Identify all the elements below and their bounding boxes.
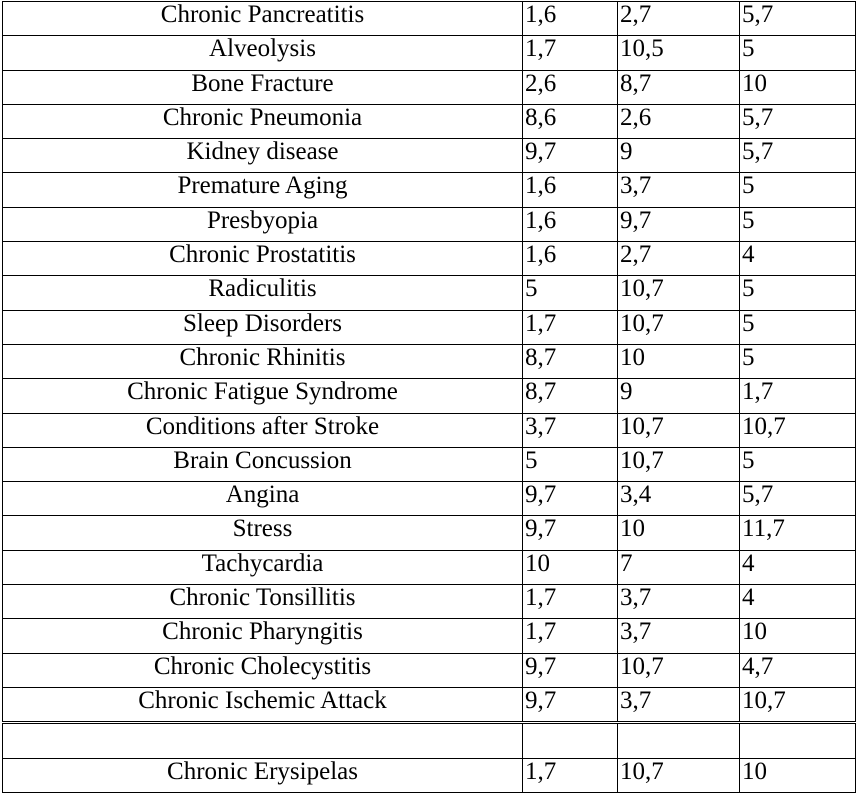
table-body xyxy=(3,2,856,793)
value-1-cell: 10 xyxy=(523,550,618,584)
value-1-cell: 9,7 xyxy=(523,482,618,516)
condition-name-cell: Premature Aging xyxy=(3,173,523,207)
table-row xyxy=(3,242,856,276)
condition-name-cell: Alveolysis xyxy=(3,36,523,70)
value-3-cell: 5 xyxy=(740,36,856,70)
table-row xyxy=(3,173,856,207)
value-2-cell: 10,7 xyxy=(618,413,740,447)
value-2-cell: 2,7 xyxy=(618,242,740,276)
value-2-cell: 2,7 xyxy=(618,2,740,36)
condition-name-cell xyxy=(3,723,523,758)
value-1-cell: 9,7 xyxy=(523,687,618,722)
condition-name-cell: Radiculitis xyxy=(3,276,523,310)
table-row xyxy=(3,687,856,722)
condition-name-cell: Chronic Pneumonia xyxy=(3,104,523,138)
condition-name-cell: Angina xyxy=(3,482,523,516)
value-1-cell: 1,7 xyxy=(523,585,618,619)
value-2-cell xyxy=(618,723,740,758)
values-table xyxy=(2,1,856,793)
table-row xyxy=(3,2,856,36)
condition-name-cell: Presbyopia xyxy=(3,207,523,241)
table-row xyxy=(3,344,856,378)
value-3-cell: 11,7 xyxy=(740,516,856,550)
value-1-cell: 1,6 xyxy=(523,2,618,36)
condition-name-cell: Tachycardia xyxy=(3,550,523,584)
value-1-cell: 8,6 xyxy=(523,104,618,138)
table-row xyxy=(3,653,856,687)
value-1-cell: 1,7 xyxy=(523,619,618,653)
table-row xyxy=(3,379,856,413)
value-1-cell: 9,7 xyxy=(523,516,618,550)
value-1-cell: 1,7 xyxy=(523,310,618,344)
table-row xyxy=(3,482,856,516)
value-1-cell: 1,6 xyxy=(523,173,618,207)
value-2-cell: 9 xyxy=(618,379,740,413)
condition-name-cell: Chronic Erysipelas xyxy=(3,758,523,792)
value-3-cell: 5,7 xyxy=(740,482,856,516)
value-2-cell: 3,7 xyxy=(618,585,740,619)
table-row xyxy=(3,585,856,619)
value-2-cell: 2,6 xyxy=(618,104,740,138)
table-row xyxy=(3,104,856,138)
value-3-cell: 4 xyxy=(740,550,856,584)
table-row xyxy=(3,447,856,481)
value-1-cell xyxy=(523,723,618,758)
value-1-cell: 1,6 xyxy=(523,242,618,276)
value-3-cell: 5 xyxy=(740,310,856,344)
value-2-cell: 10 xyxy=(618,344,740,378)
table-row xyxy=(3,207,856,241)
table-row xyxy=(3,619,856,653)
condition-name-cell: Chronic Pancreatitis xyxy=(3,2,523,36)
table-row xyxy=(3,276,856,310)
condition-name-cell: Chronic Rhinitis xyxy=(3,344,523,378)
value-3-cell: 5 xyxy=(740,344,856,378)
value-3-cell: 5 xyxy=(740,173,856,207)
value-3-cell: 5,7 xyxy=(740,104,856,138)
value-1-cell: 3,7 xyxy=(523,413,618,447)
table-row xyxy=(3,758,856,792)
value-1-cell: 2,6 xyxy=(523,70,618,104)
table-row xyxy=(3,550,856,584)
table-row xyxy=(3,36,856,70)
condition-name-cell: Chronic Prostatitis xyxy=(3,242,523,276)
condition-name-cell: Conditions after Stroke xyxy=(3,413,523,447)
value-3-cell: 10 xyxy=(740,758,856,792)
table-row xyxy=(3,310,856,344)
value-2-cell: 3,7 xyxy=(618,619,740,653)
value-3-cell: 5,7 xyxy=(740,2,856,36)
value-2-cell: 9 xyxy=(618,139,740,173)
value-2-cell: 3,4 xyxy=(618,482,740,516)
condition-name-cell: Chronic Pharyngitis xyxy=(3,619,523,653)
value-2-cell: 3,7 xyxy=(618,687,740,722)
value-2-cell: 8,7 xyxy=(618,70,740,104)
condition-name-cell: Bone Fracture xyxy=(3,70,523,104)
condition-name-cell: Brain Concussion xyxy=(3,447,523,481)
condition-name-cell: Chronic Fatigue Syndrome xyxy=(3,379,523,413)
value-3-cell: 10 xyxy=(740,70,856,104)
table-row xyxy=(3,413,856,447)
value-2-cell: 10,7 xyxy=(618,310,740,344)
value-3-cell: 5 xyxy=(740,207,856,241)
table-row xyxy=(3,139,856,173)
value-2-cell: 10 xyxy=(618,516,740,550)
value-3-cell: 4,7 xyxy=(740,653,856,687)
value-1-cell: 8,7 xyxy=(523,344,618,378)
value-3-cell: 5 xyxy=(740,276,856,310)
value-3-cell: 4 xyxy=(740,242,856,276)
value-3-cell: 10,7 xyxy=(740,413,856,447)
value-2-cell: 7 xyxy=(618,550,740,584)
table-row xyxy=(3,70,856,104)
value-2-cell: 10,5 xyxy=(618,36,740,70)
value-1-cell: 9,7 xyxy=(523,653,618,687)
value-2-cell: 10,7 xyxy=(618,447,740,481)
value-3-cell: 10,7 xyxy=(740,687,856,722)
value-2-cell: 3,7 xyxy=(618,173,740,207)
condition-name-cell: Kidney disease xyxy=(3,139,523,173)
condition-name-cell: Sleep Disorders xyxy=(3,310,523,344)
value-2-cell: 10,7 xyxy=(618,653,740,687)
condition-name-cell: Chronic Cholecystitis xyxy=(3,653,523,687)
value-1-cell: 5 xyxy=(523,447,618,481)
value-3-cell: 1,7 xyxy=(740,379,856,413)
condition-name-cell: Stress xyxy=(3,516,523,550)
value-2-cell: 10,7 xyxy=(618,758,740,792)
value-1-cell: 9,7 xyxy=(523,139,618,173)
table-row xyxy=(3,516,856,550)
value-3-cell: 10 xyxy=(740,619,856,653)
value-3-cell: 4 xyxy=(740,585,856,619)
condition-name-cell: Chronic Ischemic Attack xyxy=(3,687,523,722)
condition-name-cell: Chronic Tonsillitis xyxy=(3,585,523,619)
value-3-cell: 5,7 xyxy=(740,139,856,173)
value-1-cell: 8,7 xyxy=(523,379,618,413)
value-1-cell: 1,7 xyxy=(523,758,618,792)
table-row xyxy=(3,723,856,758)
value-1-cell: 1,6 xyxy=(523,207,618,241)
value-3-cell xyxy=(740,723,856,758)
value-1-cell: 1,7 xyxy=(523,36,618,70)
value-2-cell: 10,7 xyxy=(618,276,740,310)
value-2-cell: 9,7 xyxy=(618,207,740,241)
value-1-cell: 5 xyxy=(523,276,618,310)
value-3-cell: 5 xyxy=(740,447,856,481)
